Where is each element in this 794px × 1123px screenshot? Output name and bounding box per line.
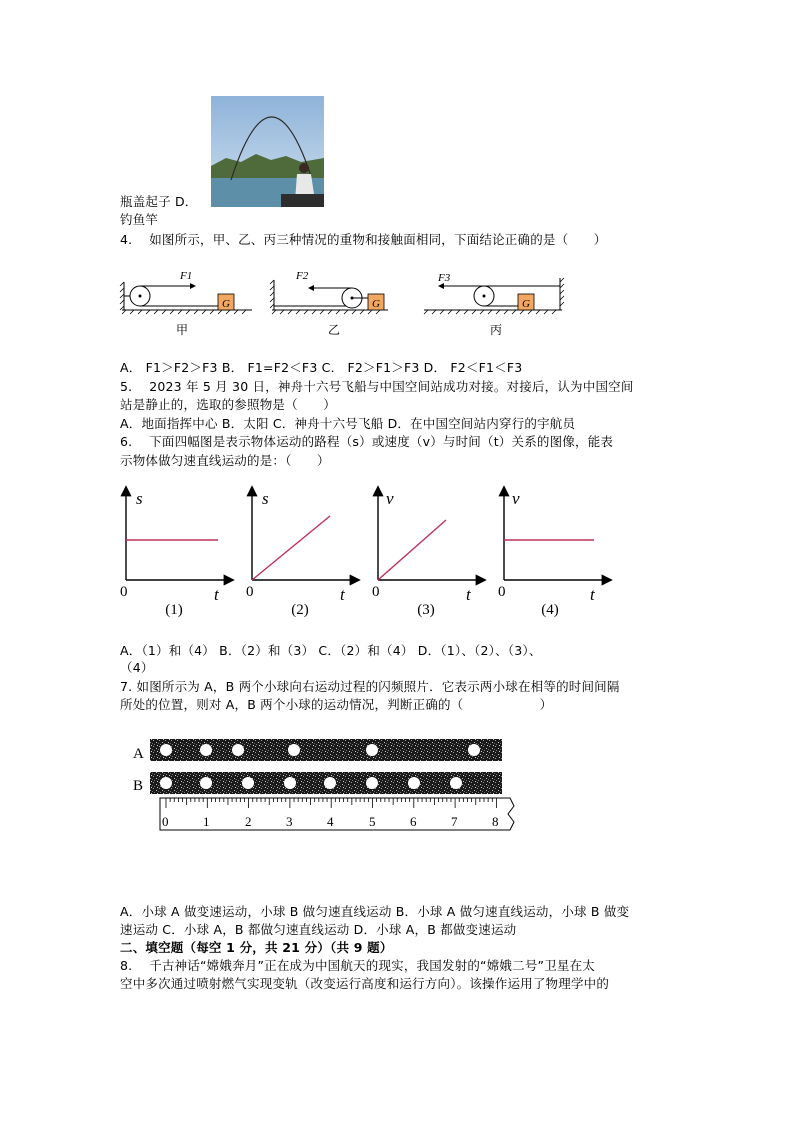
graph-1	[120, 488, 232, 618]
row-label-a: A	[133, 746, 144, 762]
svg-text:0: 0	[498, 584, 506, 600]
pulley-diagram-jia	[120, 282, 252, 314]
svg-text:5: 5	[369, 814, 376, 829]
svg-text:t: t	[214, 585, 219, 604]
q5-stem-line1: 5. 2023 年 5 月 30 日，神舟十六号飞船与中国空间站成功对接。对接后，认为中国空间	[120, 379, 634, 394]
weight-label-yi: G	[372, 298, 380, 310]
q4-pulley-figure	[118, 262, 578, 346]
svg-text:v: v	[512, 489, 520, 508]
q5-options: A．地面指挥中心 B．太阳 C．神舟十六号飞船 D．在中国空间站内穿行的宇航员	[120, 416, 576, 431]
graph-2-line	[252, 516, 330, 580]
svg-text:(1): (1)	[165, 602, 183, 618]
q8-line1: 8. 千古神话“嫦娥奔月”正在成为中国航天的现实，我国发射的“嫦娥二号”卫星在太	[120, 958, 596, 973]
weight-label-jia: G	[222, 298, 230, 310]
q6-stem-line1: 6. 下面四幅图是表示物体运动的路程（s）或速度（v）与时间（t）关系的图像，能表	[120, 434, 614, 449]
q7-strobe-figure	[128, 734, 523, 844]
svg-text:t: t	[466, 585, 471, 604]
svg-text:0: 0	[246, 584, 254, 600]
q3-option-d: 瓶盖起子 D．	[120, 194, 198, 209]
svg-text:2: 2	[245, 814, 252, 829]
section2-heading: 二、填空题（每空 1 分，共 21 分）（共 9 题）	[120, 940, 393, 955]
q6-graphs	[110, 482, 620, 626]
force-label-f1: F1	[180, 270, 193, 282]
fishing-rod-photo	[211, 96, 324, 207]
svg-text:s: s	[262, 489, 269, 508]
pulley-diagram-yi	[270, 280, 388, 314]
svg-text:0: 0	[120, 584, 128, 600]
svg-text:(4): (4)	[541, 602, 559, 618]
svg-text:6: 6	[410, 814, 417, 829]
svg-text:1: 1	[203, 814, 210, 829]
weight-label-bing: G	[522, 298, 530, 310]
figure-label-bing: 丙	[489, 323, 503, 337]
q6-options-line1: A．（1）和（4） B．（2）和（3） C．（2）和（4） D．（1）、（2）、（3）、	[120, 643, 542, 658]
graph-3	[372, 488, 484, 618]
svg-text:s: s	[136, 489, 143, 508]
q3-option-d-label: 钓鱼竿	[120, 212, 159, 227]
svg-text:3: 3	[286, 814, 293, 829]
svg-text:(3): (3)	[417, 602, 435, 618]
svg-text:8: 8	[492, 814, 499, 829]
q8-line2: 空中多次通过喷射燃气实现变轨（改变运行高度和运行方向）。该操作运用了物理学中的	[120, 976, 610, 991]
svg-text:t: t	[590, 585, 595, 604]
svg-text:t: t	[340, 585, 345, 604]
row-label-b: B	[133, 778, 144, 794]
q4-options: A． F1＞F2＞F3 B． F1=F2＜F3 C． F2＞F1＞F3 D． F2＜F1＜F3	[120, 360, 523, 375]
svg-text:4: 4	[327, 814, 334, 829]
svg-text:0: 0	[162, 814, 169, 829]
graph-3-line	[378, 520, 446, 580]
svg-text:0: 0	[372, 584, 380, 600]
q7-stem-line1: 7. 如图所示为 A，B 两个小球向右运动过程的闪频照片．它表示两小球在相等的时间间隔	[120, 679, 620, 694]
q5-stem-line2: 站是静止的，选取的参照物是（ ）	[120, 397, 336, 412]
graph-4	[498, 488, 610, 618]
figure-label-jia: 甲	[175, 323, 189, 337]
ruler	[160, 798, 514, 830]
q7-stem-line2: 所处的位置，则对 A，B 两个小球的运动情况，判断正确的（ ）	[120, 697, 553, 712]
svg-text:(2): (2)	[291, 602, 309, 618]
q6-options-line2: （4）	[120, 660, 154, 675]
svg-text:v: v	[386, 489, 394, 508]
q4-stem: 4. 如图所示，甲、乙、丙三种情况的重物和接触面相同，下面结论正确的是（ ）	[120, 232, 607, 247]
force-label-f2: F2	[296, 270, 309, 282]
q6-stem-line2: 示物体做匀速直线运动的是：（ ）	[120, 453, 330, 468]
force-label-f3: F3	[438, 272, 451, 284]
svg-text:7: 7	[451, 814, 458, 829]
q7-options-line1: A．小球 A 做变速运动，小球 B 做匀速直线运动 B．小球 A 做匀速直线运动，小球 B 做变	[120, 904, 630, 919]
figure-label-yi: 乙	[327, 323, 341, 337]
q7-options-line2: 速运动 C．小球 A，B 都做匀速直线运动 D．小球 A，B 都做变速运动	[120, 922, 517, 937]
graph-2	[246, 488, 358, 618]
